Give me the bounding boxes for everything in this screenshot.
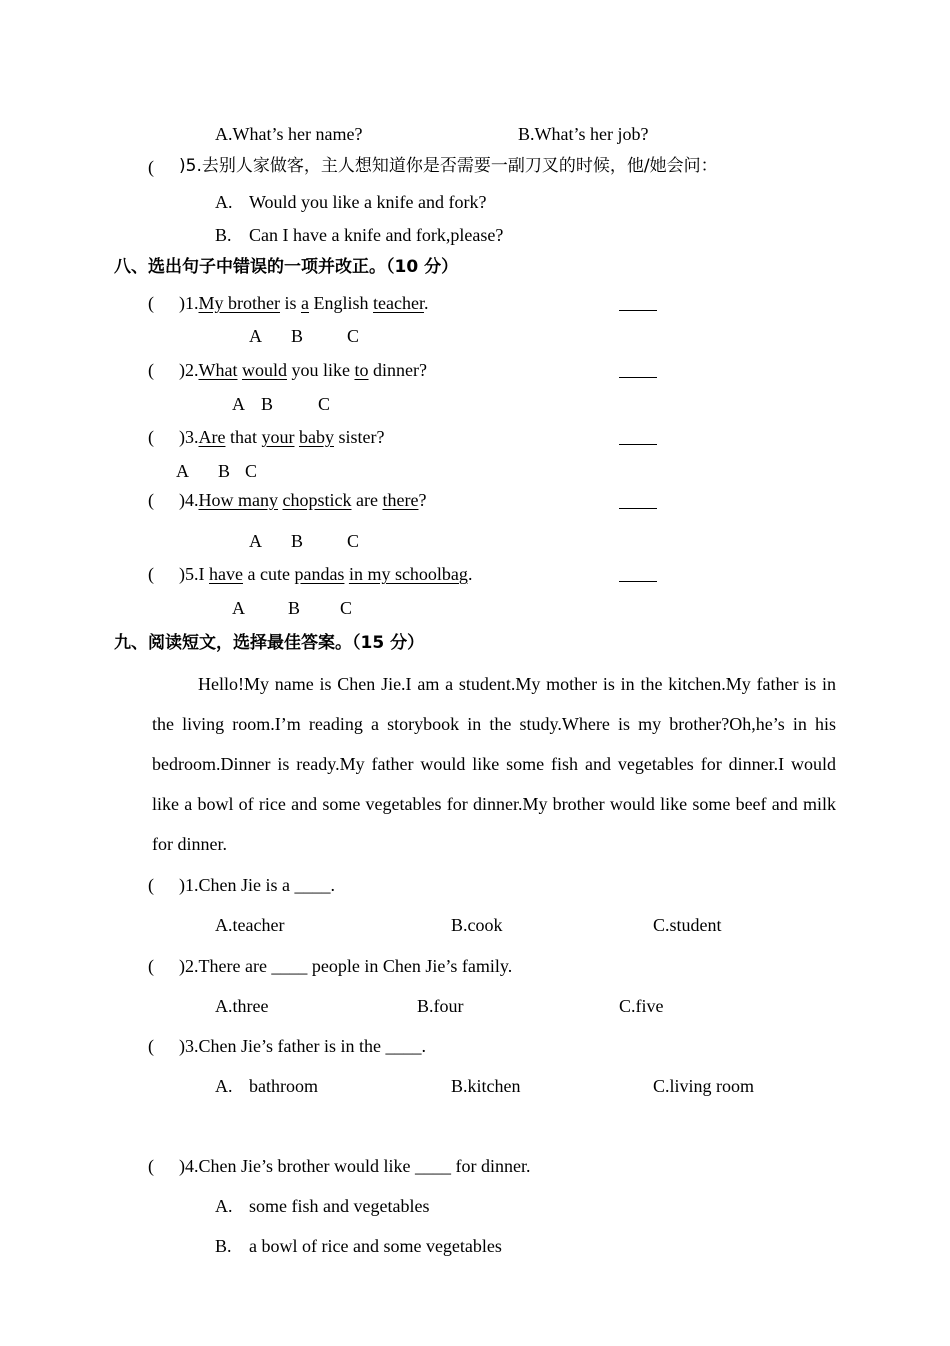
correction-blank[interactable] bbox=[619, 310, 657, 311]
answer-paren: ( bbox=[148, 293, 154, 313]
answer-paren: ( bbox=[148, 157, 154, 177]
option-letter: A bbox=[249, 326, 262, 346]
option-letter: C bbox=[318, 394, 331, 414]
s9-q4-option-b-letter: B. bbox=[215, 1236, 232, 1256]
s9-q4-option-a-letter: A. bbox=[215, 1196, 233, 1216]
correction-blank[interactable] bbox=[619, 581, 657, 582]
option-letter: A bbox=[232, 598, 245, 618]
answer-paren: ( bbox=[148, 875, 154, 895]
section8-header: 八、选出句子中错误的一项并改正。（10 分） bbox=[114, 257, 459, 277]
q7-5-option-b-letter: B. bbox=[215, 225, 232, 245]
answer-paren: ( bbox=[148, 490, 154, 510]
answer-paren: ( bbox=[148, 1156, 154, 1176]
q7-5-option-a-text: Would you like a knife and fork? bbox=[249, 192, 487, 212]
answer-paren: ( bbox=[148, 360, 154, 380]
s9-q1-option-a: A.teacher bbox=[215, 915, 285, 935]
s9-q2-option-b: B.four bbox=[417, 996, 464, 1016]
s9-q4-option-a-text: some fish and vegetables bbox=[249, 1196, 430, 1216]
q7-5-stem: )5.去别人家做客，主人想知道你是否需要一副刀叉的时候，他/她会问： bbox=[179, 156, 718, 176]
option-letter: C bbox=[340, 598, 353, 618]
option-letter: B bbox=[291, 326, 304, 346]
q7-4-option-a: A.What’s her name? bbox=[215, 124, 363, 144]
correction-blank[interactable] bbox=[619, 377, 657, 378]
s8-q1-sentence: )1.My brother is a English teacher. bbox=[179, 293, 429, 313]
answer-paren: ( bbox=[148, 1036, 154, 1056]
option-letter: A bbox=[249, 531, 262, 551]
answer-paren: ( bbox=[148, 564, 154, 584]
option-letter: C bbox=[245, 461, 258, 481]
s9-q3-option-b: B.kitchen bbox=[451, 1076, 521, 1096]
option-letter: C bbox=[347, 531, 360, 551]
s9-q1-option-c: C.student bbox=[653, 915, 722, 935]
option-letter: B bbox=[288, 598, 301, 618]
option-letter: B bbox=[291, 531, 304, 551]
answer-paren: ( bbox=[148, 956, 154, 976]
answer-paren: ( bbox=[148, 427, 154, 447]
option-letter: A bbox=[232, 394, 245, 414]
q7-5-option-a-letter: A. bbox=[215, 192, 233, 212]
s8-q3-sentence: )3.Are that your baby sister? bbox=[179, 427, 385, 447]
s9-q3-option-a-letter: A. bbox=[215, 1076, 233, 1096]
option-letter: A bbox=[176, 461, 189, 481]
correction-blank[interactable] bbox=[619, 508, 657, 509]
option-letter: B bbox=[261, 394, 274, 414]
correction-blank[interactable] bbox=[619, 444, 657, 445]
s9-q4-stem: )4.Chen Jie’s brother would like ____ for dinner. bbox=[179, 1156, 531, 1176]
s9-q2-option-a: A.three bbox=[215, 996, 269, 1016]
s8-q5-sentence: )5.I have a cute pandas in my schoolbag. bbox=[179, 564, 473, 584]
s9-q3-stem: )3.Chen Jie’s father is in the ____. bbox=[179, 1036, 426, 1056]
reading-passage: Hello!My name is Chen Jie.I am a student.My mother is in the kitchen.My father is in the living room.I’m reading a storybook in the study.Where is my brother?Oh,he’s in his bedroom.Dinner is ready.My father would like some fish and vegetables for dinner.I would like a bowl of rice and some vegetables for dinner.My brother would like some beef and milk for dinner. bbox=[152, 674, 836, 854]
s9-q3-option-c: C.living room bbox=[653, 1076, 755, 1096]
s9-q4-option-b-text: a bowl of rice and some vegetables bbox=[249, 1236, 502, 1256]
s8-q2-sentence: )2.What would you like to dinner? bbox=[179, 360, 427, 380]
q7-4-option-b: B.What’s her job? bbox=[518, 124, 649, 144]
option-letter: B bbox=[218, 461, 231, 481]
q7-5-option-b-text: Can I have a knife and fork,please? bbox=[249, 225, 504, 245]
s9-q1-option-b: B.cook bbox=[451, 915, 503, 935]
section9-header: 九、阅读短文，选择最佳答案。（15 分） bbox=[114, 633, 425, 653]
s8-q4-sentence: )4.How many chopstick are there? bbox=[179, 490, 427, 510]
option-letter: C bbox=[347, 326, 360, 346]
s9-q2-stem: )2.There are ____ people in Chen Jie’s family. bbox=[179, 956, 513, 976]
s9-q2-option-c: C.five bbox=[619, 996, 664, 1016]
s9-q1-stem: )1.Chen Jie is a ____. bbox=[179, 875, 335, 895]
s9-q3-option-a-text: bathroom bbox=[249, 1076, 318, 1096]
